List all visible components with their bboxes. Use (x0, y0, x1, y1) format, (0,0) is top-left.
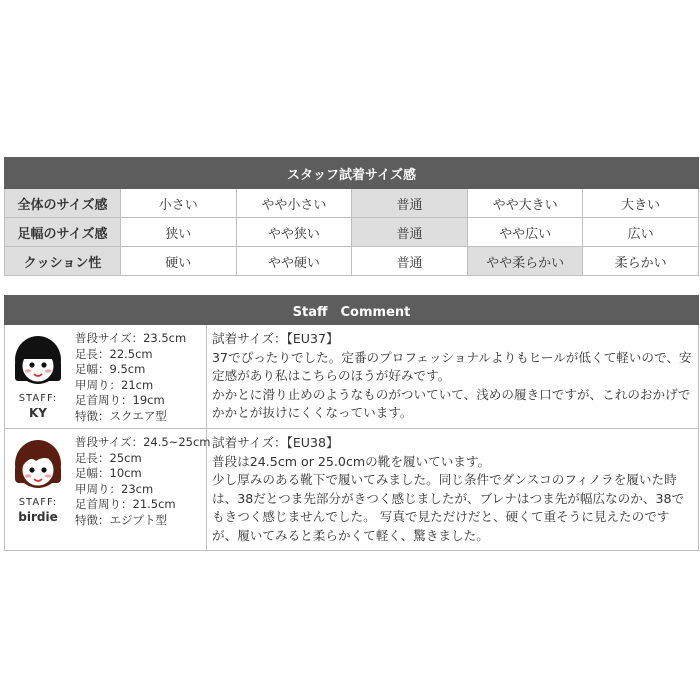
comment-text: 37でぴったりでした。定番のプロフェッショナルよりもヒールが低くて軽いので、安定感があり私はこちらのほうが好みです。 (212, 349, 692, 384)
option-cell: 小さい (121, 189, 237, 218)
staff-row-birdie (5, 429, 699, 551)
size-row-overall (5, 189, 699, 218)
trial-size: 試着サイズ：【EU37】 (212, 331, 339, 346)
spec-usual-size: 普段サイズ：24.5~25cm (75, 435, 211, 449)
comment-text: かかとに滑り止めのようなものがついていて、浅めの履き口ですが、これのおかげでかかとが抜けにくくなっています。 (212, 386, 691, 421)
staff-row-ky (5, 325, 699, 429)
staff-specs (75, 435, 210, 528)
option-cell: 大きい (583, 189, 699, 218)
option-cell: 広い (583, 218, 699, 247)
spec-foot-width: 足幅：9.5cm (75, 362, 146, 376)
row-label: 全体のサイズ感 (5, 189, 121, 218)
size-feel-title: スタッフ試着サイズ感 (5, 158, 699, 189)
option-cell: やや広い (467, 218, 583, 247)
option-cell: 硬い (121, 247, 237, 276)
comment-text: 普段は24.5cm or 25.0cmの靴を履いています。 (212, 453, 491, 469)
spec-foot-length: 足長：25cm (75, 450, 142, 465)
spec-foot-length: 足長：22.5cm (75, 346, 153, 361)
option-cell: やや狭い (236, 218, 352, 247)
option-cell-selected: やや柔らかい (467, 247, 583, 276)
avatar-icon (10, 333, 66, 389)
spec-type: 特徴：エジプト型 (75, 512, 167, 527)
option-cell-selected: 普通 (352, 189, 468, 218)
trial-size: 試着サイズ：【EU38】 (212, 435, 339, 450)
spec-type: 特徴：スクエア型 (75, 408, 167, 423)
spec-usual-size: 普段サイズ：23.5cm (75, 331, 187, 345)
size-row-cushion (5, 247, 699, 276)
staff-comment (207, 325, 699, 429)
spec-foot-width: 足幅：10cm (75, 466, 142, 480)
staff-label: STAFF: (18, 497, 58, 508)
staff-label: STAFF: (18, 393, 58, 404)
staff-name: birdie (18, 510, 58, 524)
staff-specs (75, 331, 186, 424)
option-cell: 柔らかい (583, 247, 699, 276)
staff-comment (207, 429, 699, 551)
spec-instep: 甲周り：23cm (75, 481, 154, 496)
avatar-icon (10, 437, 66, 493)
size-feel-table (4, 157, 699, 276)
row-label: クッション性 (5, 247, 121, 276)
option-cell: やや小さい (236, 189, 352, 218)
option-cell: やや大きい (467, 189, 583, 218)
spec-ankle: 足首周り：21.5cm (75, 497, 176, 511)
option-cell-selected: 普通 (352, 218, 468, 247)
staff-profile (5, 325, 207, 429)
spec-ankle: 足首周り：19cm (75, 393, 165, 407)
staff-profile (5, 429, 211, 551)
size-row-width (5, 218, 699, 247)
option-cell: 狭い (121, 218, 237, 247)
staff-name: KY (29, 406, 47, 420)
staff-comment-table (4, 295, 699, 551)
staff-comment-title: Staff Comment (5, 296, 699, 325)
comment-text: 少し厚みのある靴下で履いてみました。同じ条件でダンスコのフィノラを履いた時は、38だとつま先部分がきつく感じましたが、ブレナはつま先が幅広なのか、38でもきつく感じませんでした。 写真で見ただけだと、硬くて重そうに見えたのですが、履いてみると柔らかくて軽く、驚きました。 (212, 472, 685, 543)
option-cell: 普通 (352, 247, 468, 276)
spec-instep: 甲周り：21cm (75, 377, 154, 392)
option-cell: やや硬い (236, 247, 352, 276)
row-label: 足幅のサイズ感 (5, 218, 121, 247)
